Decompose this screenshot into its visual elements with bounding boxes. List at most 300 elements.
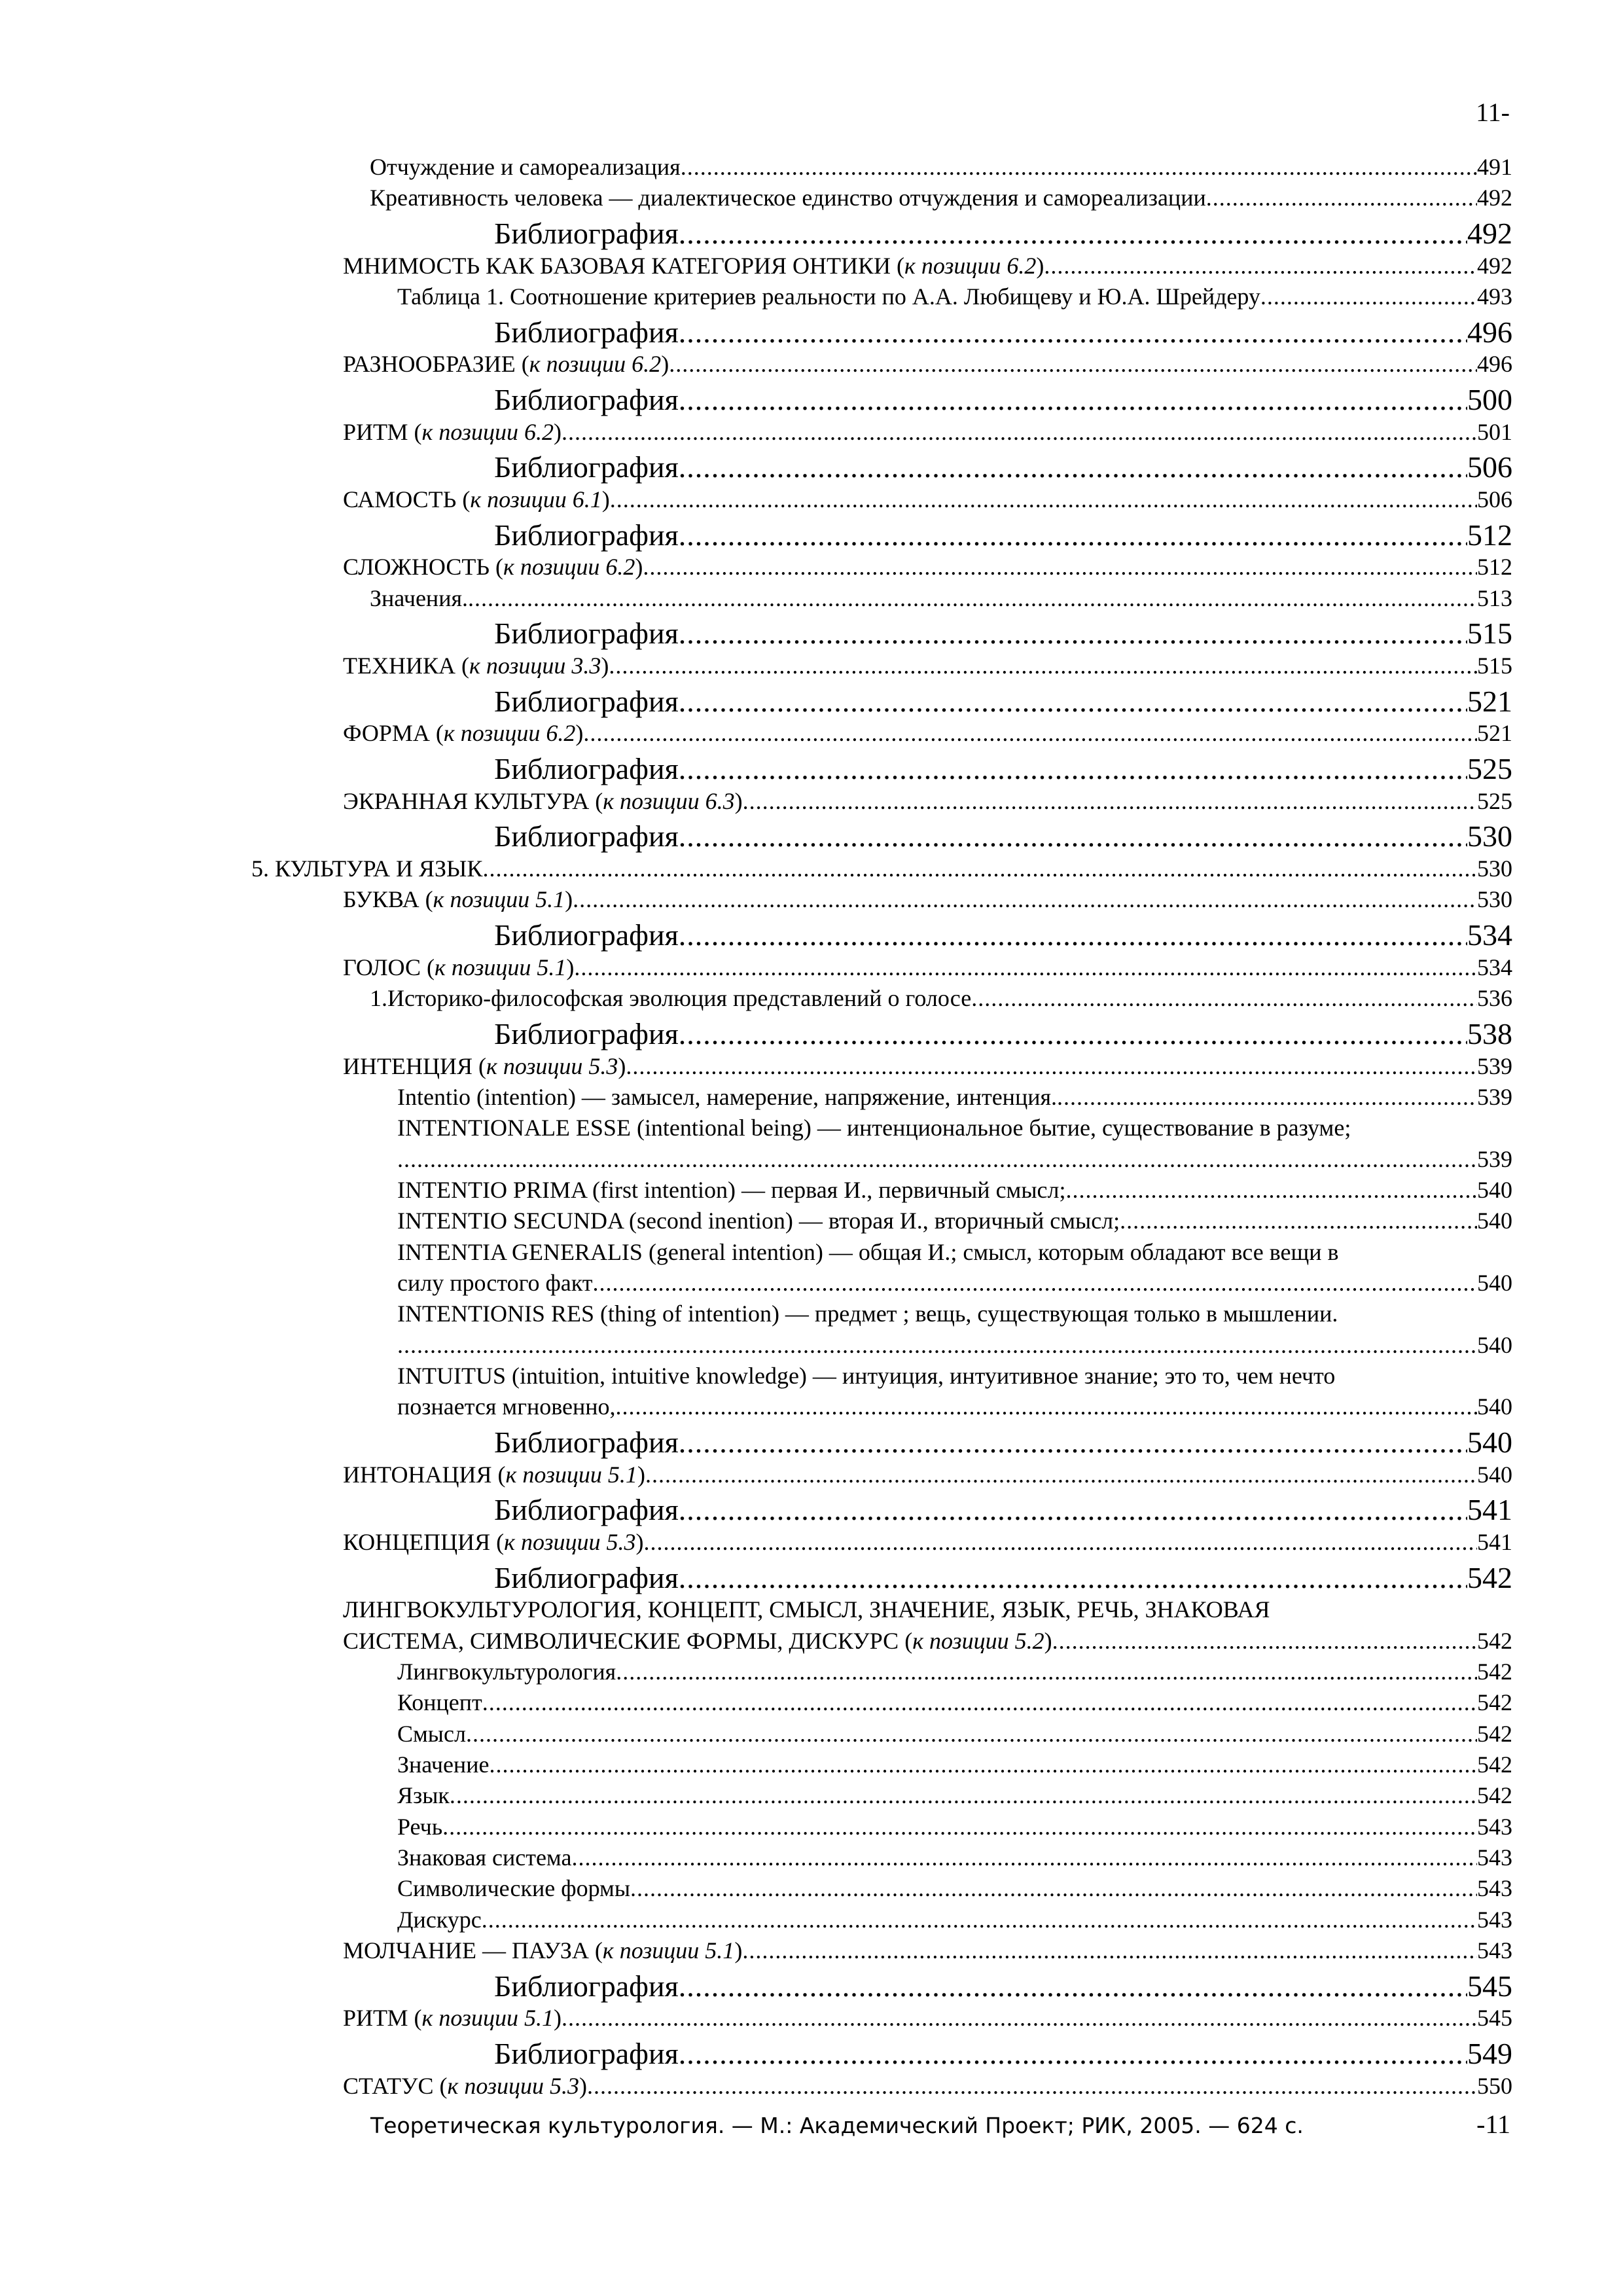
toc-entry — [251, 614, 1512, 651]
toc-entry-line — [251, 1330, 1512, 1361]
dot-leader — [679, 519, 1467, 552]
toc-entry — [251, 884, 1512, 915]
page-number-bottom: -11 — [1476, 2109, 1510, 2139]
dot-leader — [1052, 1626, 1477, 1657]
dot-leader — [679, 1426, 1467, 1460]
toc-entry — [251, 484, 1512, 515]
toc-entry-text: Библиография — [494, 450, 679, 484]
dot-leader — [669, 349, 1477, 380]
dot-leader — [679, 1562, 1467, 1595]
toc-page-number: 542 — [1467, 1560, 1512, 1594]
toc-entry-text: РИТМ — [343, 418, 408, 445]
toc-page-number: 525 — [1467, 752, 1512, 786]
toc-page-number: 545 — [1477, 2005, 1512, 2032]
dot-leader — [645, 1460, 1477, 1490]
toc-entry-line — [251, 614, 1512, 651]
dot-leader — [593, 1268, 1477, 1299]
toc-entry — [251, 2034, 1512, 2071]
toc-entry-title — [397, 1905, 482, 1935]
dot-leader — [1206, 183, 1477, 213]
toc-page-number: 540 — [1477, 1176, 1512, 1203]
toc-entry-text: Концепт — [397, 1689, 482, 1716]
toc-entry-line — [251, 583, 1512, 614]
toc-page-number: 542 — [1477, 1689, 1512, 1716]
toc-entry — [251, 1014, 1512, 1051]
toc-entry-line — [251, 952, 1512, 983]
toc-entry-line — [251, 1206, 1512, 1236]
toc-page-number: 513 — [1477, 584, 1512, 611]
toc-entry-title — [494, 820, 679, 853]
dot-leader — [1044, 251, 1477, 281]
toc-entry — [251, 1206, 1512, 1236]
toc-entry-line — [251, 312, 1512, 349]
toc-entry-line — [251, 1626, 1512, 1657]
toc-page-number: 540 — [1477, 1208, 1512, 1234]
dot-leader — [679, 919, 1467, 952]
dot-leader — [466, 1719, 1477, 1749]
toc-entry-line — [251, 1558, 1512, 1594]
toc-page-number: 515 — [1467, 617, 1512, 651]
toc-entry-note: к позиции 5.1 — [435, 954, 567, 980]
toc-entry-line — [251, 251, 1512, 281]
dot-leader — [1120, 1206, 1477, 1236]
dot-leader — [644, 1527, 1477, 1558]
toc-entry-line — [251, 916, 1512, 952]
toc-entry-text: ИНТОНАЦИЯ — [343, 1461, 492, 1488]
toc-entry — [251, 1527, 1512, 1558]
toc-entry-line — [251, 1051, 1512, 1082]
toc-entry-title: ТЕХНИКА (к позиции 3.3) — [343, 653, 609, 679]
dot-leader — [489, 1749, 1477, 1780]
toc-entry-line — [251, 1812, 1512, 1842]
toc-entry-title — [494, 1018, 679, 1051]
toc-entry-text: ФОРМА — [343, 720, 430, 747]
toc-entry-line — [251, 2003, 1512, 2034]
toc-entry-title — [397, 1812, 442, 1842]
toc-entry-title — [397, 281, 1260, 312]
toc-entry-text: СИСТЕМА, СИМВОЛИЧЕСКИЕ ФОРМЫ, ДИСКУРС — [343, 1627, 899, 1654]
toc-entry-text: МОЛЧАНИЕ — ПАУЗА — [343, 1937, 589, 1964]
toc-entry-line — [251, 152, 1512, 183]
toc-entry-text: РИТМ — [343, 2005, 408, 2032]
toc-page-number: 539 — [1477, 1145, 1512, 1172]
toc-entry-title — [494, 919, 679, 952]
dot-leader — [1260, 281, 1477, 312]
toc-entry-line — [251, 1144, 1512, 1175]
toc-entry-line — [251, 884, 1512, 915]
toc-entry-line — [251, 1780, 1512, 1811]
toc-entry-line — [251, 1268, 1512, 1299]
toc-page-number: 534 — [1477, 954, 1512, 980]
toc-entry-line — [251, 1905, 1512, 1935]
toc-entry — [251, 1460, 1512, 1490]
toc-entry-text: Символические формы — [397, 1875, 631, 1902]
toc-entry-text: Знаковая система — [397, 1844, 572, 1871]
toc-entry-line — [251, 515, 1512, 552]
toc-entry-title — [397, 1780, 450, 1811]
toc-entry — [251, 853, 1512, 884]
dot-leader — [562, 417, 1477, 448]
dot-leader — [679, 1018, 1467, 1051]
toc-entry-title: БУКВА (к позиции 5.1) — [343, 886, 573, 913]
toc-entry-line — [251, 1490, 1512, 1527]
toc-entry-text: Библиография — [494, 1016, 679, 1050]
toc-page-number: 541 — [1477, 1528, 1512, 1555]
toc-page-number: 530 — [1477, 855, 1512, 882]
toc-page-number: 540 — [1477, 1331, 1512, 1358]
toc-entry — [251, 1812, 1512, 1842]
toc-entry-line — [251, 786, 1512, 817]
toc-entry-text: Библиография — [494, 2037, 679, 2071]
toc-entry-text: Библиография — [494, 382, 679, 416]
toc-page-number: 515 — [1477, 653, 1512, 679]
toc-entry — [251, 251, 1512, 281]
toc-entry-title: СТАТУС (к позиции 5.3) — [343, 2072, 587, 2099]
dot-leader — [630, 1873, 1477, 1904]
toc-entry-title — [494, 316, 679, 350]
toc-entry-text: Библиография — [494, 752, 679, 786]
toc-entry — [251, 214, 1512, 251]
toc-entry-title: ГОЛОС (к позиции 5.1) — [343, 954, 575, 980]
toc-entry-text: Библиография — [494, 315, 679, 349]
toc-page-number: 542 — [1477, 1751, 1512, 1778]
toc-entry-text: силу простого факт — [397, 1269, 593, 1296]
toc-entry — [251, 515, 1512, 552]
toc-entry-line — [251, 2034, 1512, 2071]
dot-leader — [626, 1051, 1477, 1082]
toc-entry — [251, 1657, 1512, 1687]
toc-entry-title — [251, 853, 482, 884]
toc-page-number: 525 — [1477, 787, 1512, 814]
toc-entry-line — [251, 281, 1512, 312]
dot-leader — [1065, 1175, 1477, 1206]
toc-entry-title-line: INTUITUS (intuition, intuitive knowledge) — интуиция, интуитивное знание; это то, чем нечто — [397, 1362, 1336, 1389]
toc-entry — [251, 349, 1512, 380]
dot-leader — [573, 884, 1477, 915]
toc-page-number: 543 — [1477, 1813, 1512, 1840]
dot-leader — [1057, 1082, 1477, 1113]
dot-leader — [442, 1812, 1477, 1842]
toc-entry — [251, 952, 1512, 983]
toc-entry-line — [251, 1014, 1512, 1051]
toc-entry-text: СЛОЖНОСТЬ — [343, 554, 490, 581]
dot-leader — [583, 718, 1477, 749]
toc-entry-note: к позиции 5.3 — [486, 1052, 618, 1079]
toc-entry — [251, 2071, 1512, 2102]
toc-entry-text: Библиография — [494, 684, 679, 718]
toc-entry-text: МНИМОСТЬ КАК БАЗОВАЯ КАТЕГОРИЯ ОНТИКИ — [343, 252, 891, 279]
toc-page-number: 492 — [1477, 252, 1512, 279]
toc-entry — [251, 916, 1512, 952]
toc-entry-title: РИТМ (к позиции 6.2) — [343, 418, 562, 445]
dot-leader — [679, 1970, 1467, 2003]
toc-entry — [251, 749, 1512, 786]
toc-entry-text: Креативность человека — диалектическое единство отчуждения и самореализации — [370, 185, 1206, 211]
toc-page-number: 512 — [1477, 554, 1512, 581]
toc-entry — [251, 651, 1512, 681]
toc-entry-text: Библиография — [494, 1560, 679, 1594]
toc-entry-line — [251, 1687, 1512, 1718]
toc-page-number: 500 — [1467, 382, 1512, 416]
toc-page-number: 492 — [1477, 185, 1512, 211]
toc-entry-note: к позиции 6.2 — [503, 554, 635, 581]
toc-entry — [251, 152, 1512, 183]
toc-entry-text: КОНЦЕПЦИЯ — [343, 1528, 491, 1555]
toc-page-number: 541 — [1467, 1493, 1512, 1527]
toc-entry-text: Intentio (intention) — замысел, намерение, напряжение, интенция. — [397, 1083, 1058, 1110]
toc-entry — [251, 718, 1512, 749]
toc-entry — [251, 1490, 1512, 1527]
dot-leader — [679, 617, 1467, 651]
toc-entry-text: 1.Историко-философская эволюция представлений о голосе — [370, 985, 972, 1012]
toc-page-number: 512 — [1467, 518, 1512, 552]
toc-entry-title: РАЗНООБРАЗИЕ (к позиции 6.2) — [343, 351, 669, 378]
toc-entry-text: ТЕХНИКА — [343, 653, 455, 679]
toc-entry-line — [251, 817, 1512, 853]
page-number-top: 11- — [1476, 98, 1510, 127]
dot-leader — [574, 952, 1477, 983]
toc-entry-title — [397, 1687, 482, 1718]
toc-entry-title: РИТМ (к позиции 5.1) — [343, 2005, 562, 2032]
toc-entry-title — [494, 2037, 679, 2071]
toc-entry — [251, 1237, 1512, 1299]
toc-page-number: 540 — [1467, 1425, 1512, 1459]
toc-entry-line — [251, 1842, 1512, 1873]
toc-entry-line — [251, 853, 1512, 884]
toc-entry-text: INTENTIO PRIMA (first intention) — первая И., первичный смысл; — [397, 1176, 1066, 1203]
dot-leader — [397, 1144, 1477, 1175]
toc-page-number: 538 — [1467, 1016, 1512, 1050]
dot-leader — [742, 1935, 1477, 1966]
toc-entry-title — [397, 1268, 593, 1299]
toc-entry-note: к позиции 5.3 — [447, 2072, 579, 2099]
toc-entry — [251, 1361, 1512, 1423]
toc-entry — [251, 1905, 1512, 1935]
toc-entry — [251, 817, 1512, 853]
dot-leader — [679, 820, 1467, 853]
toc-page-number: 543 — [1477, 1875, 1512, 1902]
toc-entry-line — [251, 1391, 1512, 1422]
toc-entry — [251, 1051, 1512, 1082]
toc-entry-title: СИСТЕМА, СИМВОЛИЧЕСКИЕ ФОРМЫ, ДИСКУРС (к позиции 5.2) — [343, 1627, 1052, 1654]
toc-entry-line — [251, 484, 1512, 515]
dot-leader — [679, 217, 1467, 251]
toc-entry — [251, 312, 1512, 349]
dot-leader — [616, 1391, 1477, 1422]
toc-entry-title — [494, 451, 679, 484]
toc-entry-line — [251, 1749, 1512, 1780]
toc-page-number: 542 — [1477, 1720, 1512, 1747]
toc-entry-title — [494, 384, 679, 417]
dot-leader — [679, 753, 1467, 786]
toc-page-number: 549 — [1467, 2037, 1512, 2071]
toc-entry — [251, 1594, 1512, 1657]
toc-entry-title — [397, 1391, 616, 1422]
toc-entry-line — [251, 2071, 1512, 2102]
toc-entry — [251, 1966, 1512, 2003]
toc-page-number: 540 — [1477, 1461, 1512, 1488]
toc-entry-line — [251, 983, 1512, 1014]
toc-entry-line — [251, 183, 1512, 213]
toc-entry-text: Значения. — [370, 584, 469, 611]
toc-page-number: 534 — [1467, 918, 1512, 952]
footer-citation: Теоретическая культурология. — М.: Академический Проект; РИК, 2005. — 624 с. — [370, 2113, 1304, 2138]
dot-leader — [616, 1657, 1477, 1687]
toc-entry-text: 5. КУЛЬТУРА И ЯЗЫК — [251, 855, 483, 882]
toc-entry-line — [251, 681, 1512, 718]
toc-entry-title — [494, 519, 679, 552]
toc-entry-line — [251, 214, 1512, 251]
toc-entry-text: БУКВА — [343, 886, 419, 913]
toc-entry-title — [494, 753, 679, 786]
toc-entry-note: к позиции 6.2 — [904, 252, 1037, 279]
dot-leader — [743, 786, 1477, 817]
dot-leader — [643, 552, 1477, 583]
toc-entry-text: Библиография — [494, 1425, 679, 1459]
dot-leader — [397, 1330, 1477, 1361]
toc-entry-title: МОЛЧАНИЕ — ПАУЗА (к позиции 5.1) — [343, 1937, 743, 1964]
dot-leader — [679, 316, 1467, 350]
toc-entry-title: КОНЦЕПЦИЯ (к позиции 5.3) — [343, 1528, 644, 1555]
toc-entry-line — [251, 1657, 1512, 1687]
toc-entry — [251, 1935, 1512, 1966]
toc-entry-note: к позиции 5.3 — [504, 1528, 636, 1555]
toc-entry — [251, 1780, 1512, 1811]
toc-entry-title — [494, 617, 679, 651]
dot-leader — [571, 1842, 1477, 1873]
toc-entry-title: СЛОЖНОСТЬ (к позиции 6.2) — [343, 554, 643, 581]
toc-page-number: 536 — [1477, 985, 1512, 1012]
toc-entry-note: к позиции 6.1 — [470, 486, 602, 513]
toc-entry-line — [251, 1082, 1512, 1113]
toc-entry — [251, 1299, 1512, 1361]
toc-entry-line — [251, 1873, 1512, 1904]
toc-entry-title — [370, 983, 971, 1014]
toc-entry — [251, 681, 1512, 718]
toc-entry — [251, 983, 1512, 1014]
toc-entry-title — [397, 1719, 466, 1749]
toc-entry-text: Лингвокультурология — [397, 1659, 616, 1685]
toc-page-number: 491 — [1477, 154, 1512, 180]
toc-entry-line — [251, 1460, 1512, 1490]
toc-entry-title — [397, 1082, 1057, 1113]
toc-entry-line — [251, 1175, 1512, 1206]
toc-entry — [251, 1113, 1512, 1175]
dot-leader — [482, 1687, 1477, 1718]
toc-page-number: 496 — [1467, 315, 1512, 349]
toc-entry-title — [370, 183, 1206, 213]
toc-page-number: 539 — [1477, 1083, 1512, 1110]
toc-page-number: 540 — [1477, 1393, 1512, 1420]
toc-entry-title: МНИМОСТЬ КАК БАЗОВАЯ КАТЕГОРИЯ ОНТИКИ (к позиции 6.2) — [343, 252, 1044, 279]
toc-entry-line — [251, 1935, 1512, 1966]
toc-entry-note: к позиции 5.1 — [421, 2005, 554, 2032]
toc-page-number: 542 — [1477, 1627, 1512, 1654]
toc-page-number: 545 — [1467, 1969, 1512, 2003]
toc-entry-line — [251, 380, 1512, 417]
toc-entry — [251, 1842, 1512, 1873]
toc-entry-line — [251, 1527, 1512, 1558]
toc-entry-text: Библиография — [494, 216, 679, 250]
toc-entry — [251, 552, 1512, 583]
toc-entry-line — [251, 1423, 1512, 1460]
toc-entry-title — [370, 152, 681, 183]
toc-entry-note: к позиции 5.1 — [602, 1937, 735, 1964]
dot-leader — [679, 384, 1467, 417]
dot-leader — [562, 2003, 1477, 2034]
toc-entry-line — [251, 1719, 1512, 1749]
toc-entry-text: Библиография — [494, 518, 679, 552]
toc-entry-title — [494, 685, 679, 719]
toc-entry-title — [397, 1873, 630, 1904]
toc-entry-text: Библиография — [494, 918, 679, 952]
toc-page-number: 540 — [1477, 1269, 1512, 1296]
toc-entry-note: к позиции 5.1 — [433, 886, 565, 913]
toc-entry-text: РАЗНООБРАЗИЕ — [343, 351, 516, 378]
dot-leader — [482, 853, 1477, 884]
toc-entry — [251, 2003, 1512, 2034]
toc-entry-line — [251, 1966, 1512, 2003]
toc-page-number: 496 — [1477, 351, 1512, 378]
toc-entry-title: ИНТЕНЦИЯ (к позиции 5.3) — [343, 1052, 626, 1079]
toc-entry-text: Язык — [397, 1782, 450, 1809]
toc-entry — [251, 1558, 1512, 1594]
toc-entry — [251, 786, 1512, 817]
toc-entry-title — [397, 1842, 571, 1873]
toc-page-number: 530 — [1467, 819, 1512, 853]
toc-entry-line — [251, 552, 1512, 583]
toc-page-number: 521 — [1477, 720, 1512, 747]
toc-page-number: 539 — [1477, 1052, 1512, 1079]
toc-entry — [251, 380, 1512, 417]
toc-entry-text: СТАТУС — [343, 2072, 434, 2099]
dot-leader — [610, 484, 1477, 515]
toc-entry-line — [251, 651, 1512, 681]
toc-entry-text: Дискурс — [397, 1906, 482, 1933]
toc-entry-line — [251, 718, 1512, 749]
toc-entry-text: Значение — [397, 1751, 490, 1778]
dot-leader — [587, 2071, 1477, 2102]
toc-entry-text: Библиография — [494, 819, 679, 853]
toc-page-number: 501 — [1477, 418, 1512, 445]
toc-entry-note: к позиции 6.3 — [603, 787, 735, 814]
toc-entry-text: Библиография — [494, 617, 679, 651]
toc-page-number: 543 — [1477, 1906, 1512, 1933]
toc-entry-note: к позиции 6.2 — [421, 418, 554, 445]
toc-entry-title — [397, 1206, 1120, 1236]
toc-page-number: 506 — [1467, 450, 1512, 484]
dot-leader — [679, 685, 1467, 719]
dot-leader — [679, 451, 1467, 484]
table-of-contents — [251, 152, 1512, 2102]
toc-entry — [251, 1175, 1512, 1206]
toc-page-number: 543 — [1477, 1937, 1512, 1964]
dot-leader — [609, 651, 1477, 681]
toc-entry-text: Таблица 1. Соотношение критериев реальности по А.А. Любищеву и Ю.А. Шрейдеру — [397, 283, 1260, 310]
toc-entry-title: ФОРМА (к позиции 6.2) — [343, 720, 584, 747]
dot-leader — [971, 983, 1477, 1014]
toc-entry — [251, 1082, 1512, 1113]
toc-entry-note: к позиции 6.2 — [529, 351, 662, 378]
toc-entry-title — [397, 1657, 616, 1687]
toc-page-number: 542 — [1477, 1659, 1512, 1685]
toc-entry-text: INTENTIO SECUNDA (second inention) — вторая И., вторичный смысл; — [397, 1208, 1120, 1234]
toc-page-number: 492 — [1467, 216, 1512, 250]
toc-entry-text: ИНТЕНЦИЯ — [343, 1052, 473, 1079]
toc-page-number: 542 — [1477, 1782, 1512, 1809]
toc-entry-text: Библиография — [494, 1493, 679, 1527]
toc-entry-title — [494, 1426, 679, 1460]
